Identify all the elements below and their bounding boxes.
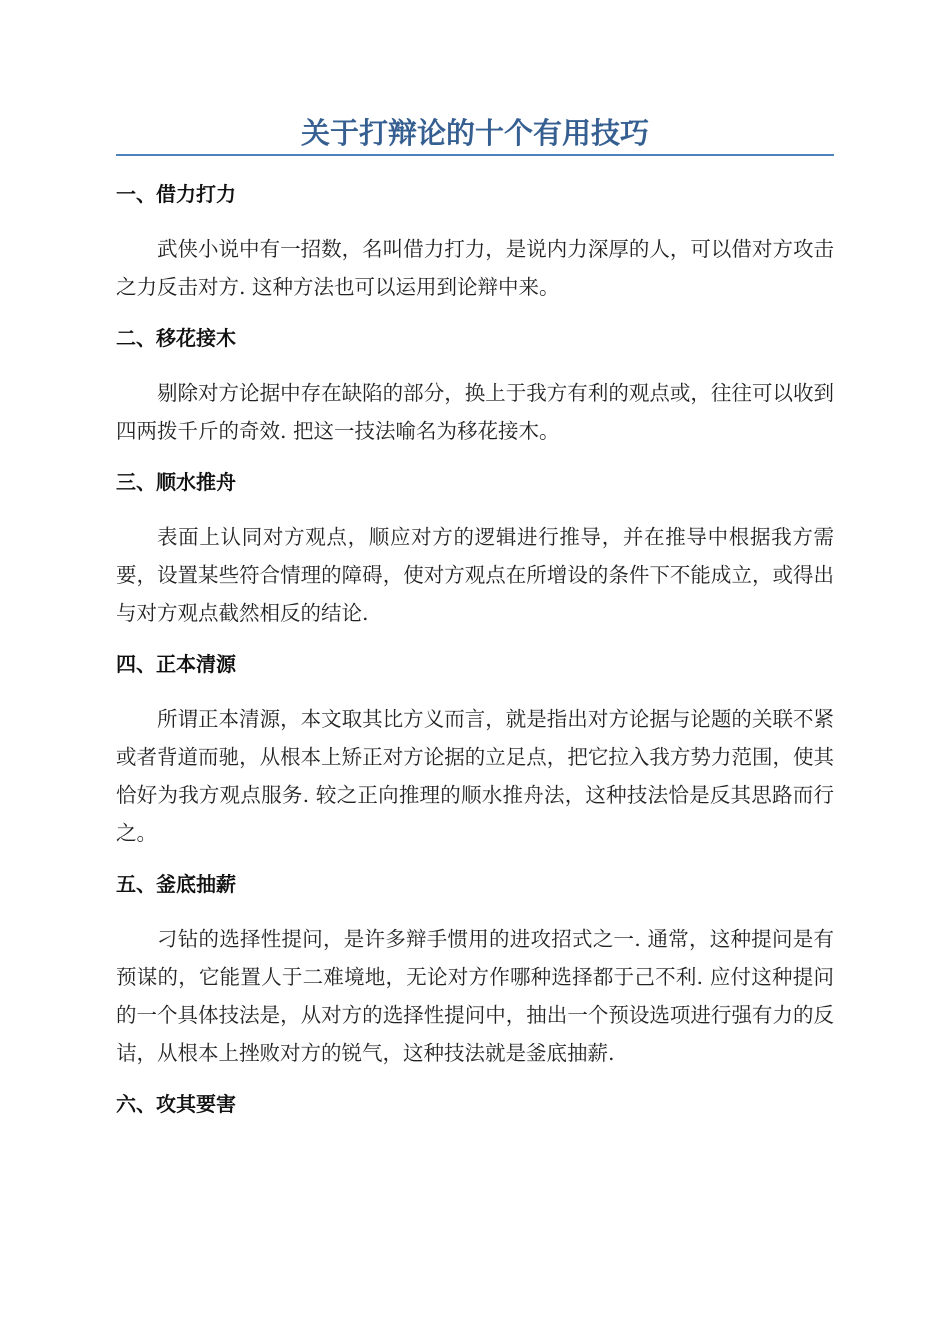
section-paragraph: 表面上认同对方观点，顺应对方的逻辑进行推导，并在推导中根据我方需要，设置某些符合情理的障碍，使对方观点在所增设的条件下不能成立，或得出与对方观点截然相反的结论. [116,525,834,625]
section-4 [116,650,834,852]
section-heading: 一、借力打力 [116,182,236,206]
section-heading: 五、釜底抽薪 [116,872,236,896]
document-page [116,112,834,1118]
section-heading: 六、攻其要害 [116,1092,236,1116]
section-heading: 二、移花接木 [116,326,236,350]
section-paragraph: 所谓正本清源，本文取其比方义而言，就是指出对方论据与论题的关联不紧或者背道而驰，从根本上矫正对方论据的立足点，把它拉入我方势力范围，使其恰好为我方观点服务. 较之正向推理的顺水推舟法，这种技法恰是反其思路而行之。 [116,707,834,845]
section-6 [116,1090,834,1118]
section-1 [116,180,834,306]
section-paragraph: 武侠小说中有一招数，名叫借力打力，是说内力深厚的人，可以借对方攻击之力反击对方. 这种方法也可以运用到论辩中来。 [116,237,834,299]
section-2 [116,324,834,450]
title-underline [116,154,834,156]
section-3 [116,468,834,632]
section-paragraph: 刁钻的选择性提问，是许多辩手惯用的进攻招式之一. 通常，这种提问是有预谋的，它能置人于二难境地，无论对方作哪种选择都于己不利. 应付这种提问的一个具体技法是，从对方的选择性提问中，抽出一个预设选项进行强有力的反诘，从根本上挫败对方的锐气，这种技法就是釜底抽薪. [116,927,834,1065]
section-paragraph: 剔除对方论据中存在缺陷的部分，换上于我方有利的观点或，往往可以收到四两拨千斤的奇效. 把这一技法喻名为移花接木。 [116,381,834,443]
document-title: 关于打辩论的十个有用技巧 [300,116,649,150]
section-heading: 四、正本清源 [116,652,236,676]
section-heading: 三、顺水推舟 [116,470,236,494]
section-5 [116,870,834,1072]
